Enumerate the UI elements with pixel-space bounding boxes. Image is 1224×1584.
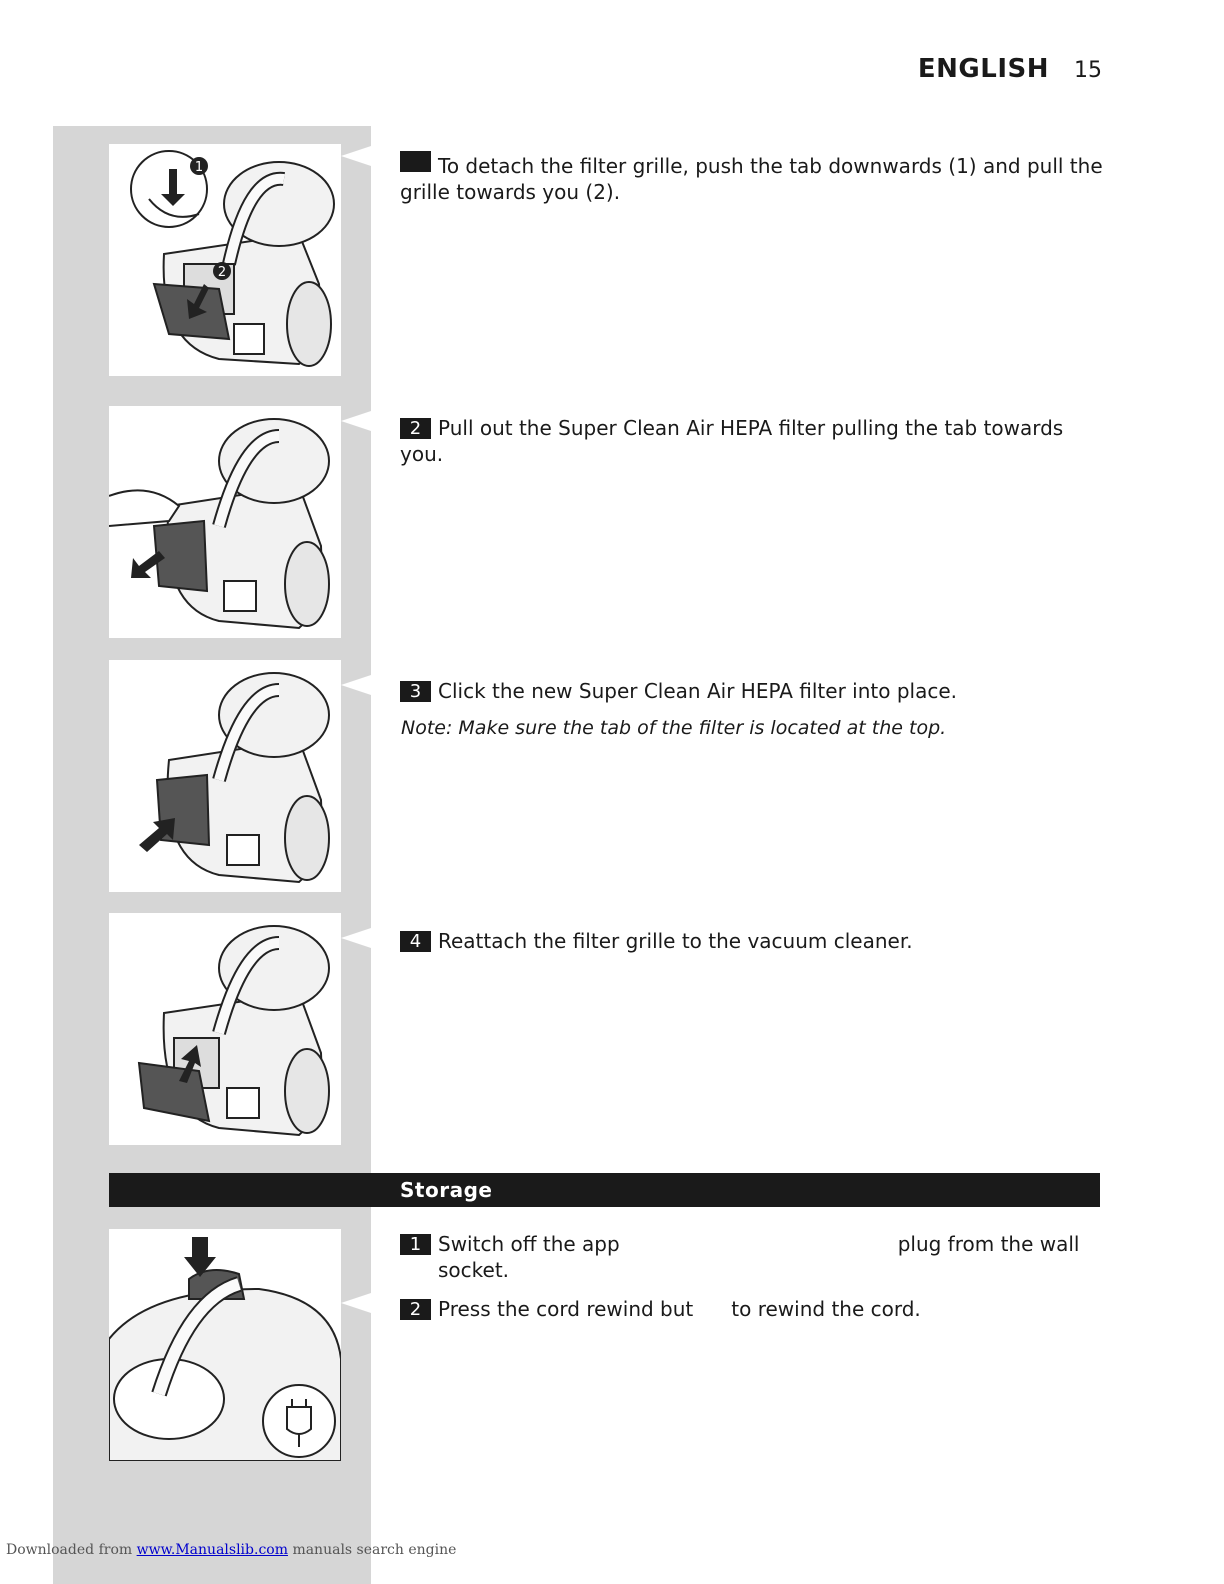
step-3: [400, 678, 1105, 704]
manualslib-link[interactable]: www.Manualslib.com: [136, 1542, 288, 1558]
step-4: [400, 928, 1105, 954]
page-number: 15: [1074, 58, 1102, 83]
step-2: [400, 415, 1105, 467]
illustration-reattach-grille: [109, 913, 341, 1145]
callout-2-label: 2: [217, 265, 227, 280]
step-number-badge: 3: [400, 681, 431, 702]
step-number-badge: 2: [400, 1299, 431, 1320]
step-text-part-c: socket.: [438, 1258, 510, 1282]
download-footer: [6, 1542, 456, 1558]
step-text-part-a: Switch off the app: [438, 1232, 620, 1256]
section-title: Storage: [400, 1178, 493, 1202]
illustration-storage: [109, 1229, 341, 1461]
step-number-badge: 4: [400, 931, 431, 952]
step-text-part-a: Press the cord rewind but: [438, 1297, 694, 1321]
step-text: Pull out the Super Clean Air HEPA filter pulling the tab towards you.: [400, 416, 1064, 466]
vacuum-cleaner-illustration: [109, 660, 341, 892]
step-text: To detach the filter grille, push the tab downwards (1) and pull the grille towards you (2).: [400, 154, 1103, 204]
footer-prefix: Downloaded from: [6, 1542, 133, 1558]
vacuum-cleaner-illustration: [109, 406, 341, 638]
storage-step-2: [400, 1296, 1105, 1322]
illustration-detach-grille: [109, 144, 341, 376]
illustration-pointer: [341, 928, 371, 948]
step-number-badge: 2: [400, 418, 431, 439]
footer-suffix: manuals search engine: [292, 1542, 457, 1558]
illustration-pointer: [341, 1293, 371, 1313]
storage-step-1: [400, 1231, 1105, 1283]
note-text: Note: Make sure the tab of the filter is located at the top.: [401, 717, 947, 739]
section-header-storage: [109, 1173, 1100, 1207]
step-text: Reattach the filter grille to the vacuum cleaner.: [438, 929, 913, 953]
illustration-pointer: [341, 146, 371, 166]
illustration-pointer: [341, 411, 371, 431]
language-heading: ENGLISH: [917, 54, 1049, 84]
step-text-part-b: plug from the wall: [897, 1232, 1080, 1256]
vacuum-cleaner-illustration: [109, 1229, 341, 1461]
step-text-part-b: to rewind the cord.: [731, 1297, 921, 1321]
illustration-pull-filter: [109, 406, 341, 638]
callout-1-label: 1: [194, 160, 204, 175]
illustration-pointer: [341, 675, 371, 695]
step-text: Click the new Super Clean Air HEPA filter into place.: [438, 679, 957, 703]
step-1: [400, 151, 1105, 205]
illustration-insert-filter: [109, 660, 341, 892]
vacuum-cleaner-illustration: [109, 144, 341, 376]
step-number-badge: 1: [400, 1234, 431, 1255]
vacuum-cleaner-illustration: [109, 913, 341, 1145]
step-number-badge: [400, 151, 431, 172]
